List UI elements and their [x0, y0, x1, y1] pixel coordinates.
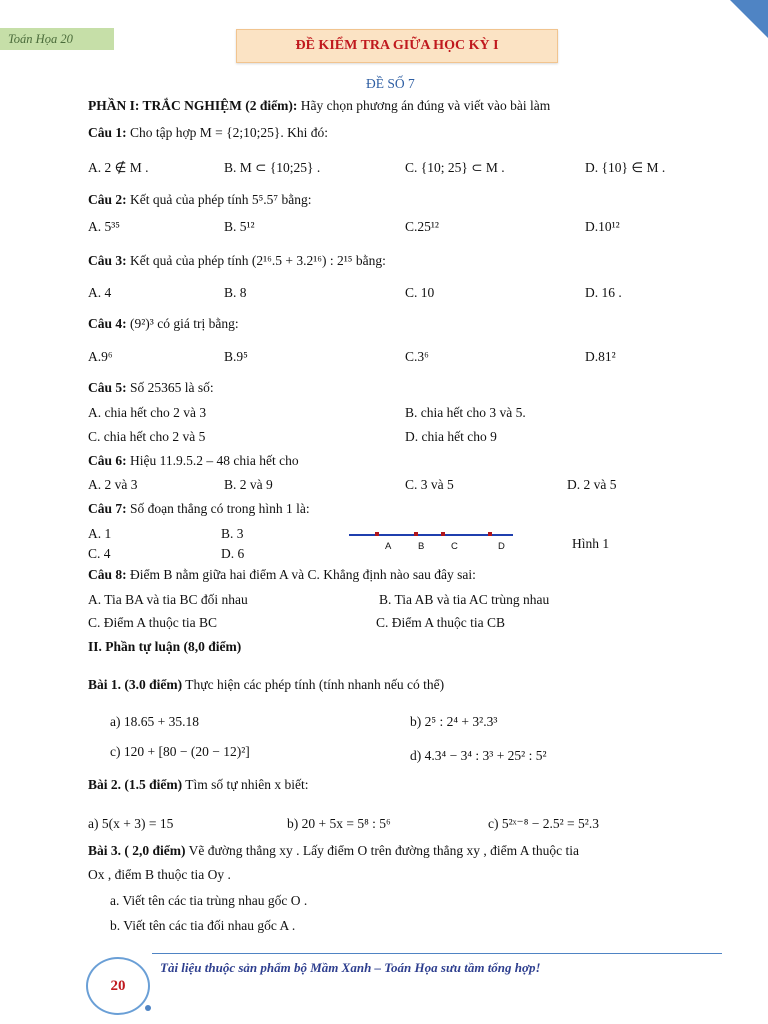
- q5-option-d: D. chia hết cho 9: [405, 429, 497, 444]
- question-4: Câu 4: (9²)³ có giá trị bằng:: [88, 316, 239, 331]
- q7-option-b: B. 3: [221, 526, 244, 541]
- q2-option-b: B. 5¹²: [224, 219, 255, 234]
- point-d-label: D: [498, 541, 505, 552]
- q7-option-d: D. 6: [221, 546, 245, 561]
- q7-option-c: C. 4: [88, 546, 111, 561]
- exam-number: ĐỀ SỐ 7: [366, 76, 415, 91]
- bai1-heading: Bài 1. (3.0 điểm) Thực hiện các phép tính (tính nhanh nếu có thể): [88, 677, 445, 692]
- page-number: 20: [86, 957, 150, 1015]
- bai1-b: b) 2⁵ : 2⁴ + 3².3³: [410, 714, 498, 729]
- q4-option-c: C.3⁶: [405, 349, 429, 364]
- q2-option-a: A. 5³⁵: [88, 219, 121, 234]
- q5-option-c: C. chia hết cho 2 và 5: [88, 429, 206, 444]
- q5-option-a: A. chia hết cho 2 và 3: [88, 405, 207, 420]
- q4-option-a: A.9⁶: [88, 349, 113, 364]
- question-8: Câu 8: Điểm B nằm giữa hai điểm A và C. Khẳng định nào sau đây sai:: [88, 567, 476, 582]
- q3-option-b: B. 8: [224, 285, 247, 300]
- bai2-b: b) 20 + 5x = 5⁸ : 5⁶: [287, 816, 391, 831]
- point-c-marker: [441, 532, 445, 536]
- footer-dot: [145, 1005, 151, 1011]
- q7-option-a: A. 1: [88, 526, 112, 541]
- point-c-label: C: [451, 541, 458, 552]
- point-d-marker: [488, 532, 492, 536]
- q6-option-c: C. 3 và 5: [405, 477, 454, 492]
- bai1-d: d) 4.3⁴ − 3⁴ : 3³ + 25² : 5²: [410, 748, 547, 763]
- q6-option-a: A. 2 và 3: [88, 477, 138, 492]
- q6-option-d: D. 2 và 5: [567, 477, 617, 492]
- q8-option-a: A. Tia BA và tia BC đối nhau: [88, 592, 248, 607]
- brand-tab: Toán Họa 20: [0, 28, 114, 50]
- bai1-c: c) 120 + [80 − (20 − 12)²]: [110, 744, 250, 759]
- bai3-heading: Bài 3. ( 2,0 điểm) Vẽ đường thẳng xy . Lấy điểm O trên đường thẳng xy , điểm A thuộc tia: [88, 843, 579, 858]
- q1-option-c: C. {10; 25} ⊂ M .: [405, 160, 505, 175]
- bai3-line2: Ox , điểm B thuộc tia Oy .: [88, 867, 231, 882]
- question-6: Câu 6: Hiệu 11.9.5.2 – 48 chia hết cho: [88, 453, 299, 468]
- bai1-a: a) 18.65 + 35.18: [110, 714, 199, 729]
- q2-option-c: C.25¹²: [405, 219, 439, 234]
- question-7: Câu 7: Số đoạn thẳng có trong hình 1 là:: [88, 501, 310, 516]
- question-5: Câu 5: Số 25365 là số:: [88, 380, 214, 395]
- q1-option-a: A. 2 ∉ M .: [88, 160, 149, 175]
- q6-option-b: B. 2 và 9: [224, 477, 273, 492]
- q8-option-d: C. Điểm A thuộc tia CB: [376, 615, 506, 630]
- q3-option-a: A. 4: [88, 285, 112, 300]
- q2-option-d: D.10¹²: [585, 219, 620, 234]
- bai3-a: a. Viết tên các tia trùng nhau gốc O .: [110, 893, 308, 908]
- q1-option-b: B. M ⊂ {10;25} .: [224, 160, 321, 175]
- point-a-marker: [375, 532, 379, 536]
- corner-decoration: [730, 0, 768, 38]
- point-b-label: B: [418, 541, 425, 552]
- footer-divider: [152, 953, 722, 954]
- q4-option-d: D.81²: [585, 349, 616, 364]
- q8-option-b: B. Tia AB và tia AC trùng nhau: [379, 592, 550, 607]
- q5-option-b: B. chia hết cho 3 và 5.: [405, 405, 526, 420]
- footer-text: Tài liệu thuộc sản phẩm bộ Mầm Xanh – Toán Họa sưu tầm tổng hợp!: [160, 960, 541, 975]
- question-1: Câu 1: Cho tập hợp M = {2;10;25}. Khi đó:: [88, 125, 328, 140]
- exam-title: ĐỀ KIỂM TRA GIỮA HỌC KỲ I: [236, 29, 558, 63]
- point-b-marker: [414, 532, 418, 536]
- part1-heading: PHẦN I: TRẮC NGHIỆM (2 điểm): Hãy chọn phương án đúng và viết vào bài làm: [88, 98, 551, 113]
- question-2: Câu 2: Kết quả của phép tính 5⁵.5⁷ bằng:: [88, 192, 312, 207]
- bai3-b: b. Viết tên các tia đối nhau gốc A .: [110, 918, 296, 933]
- q3-option-c: C. 10: [405, 285, 435, 300]
- q3-option-d: D. 16 .: [585, 285, 622, 300]
- q8-option-c: C. Điểm A thuộc tia BC: [88, 615, 218, 630]
- bai2-heading: Bài 2. (1.5 điểm) Tìm số tự nhiên x biết:: [88, 777, 309, 792]
- q4-option-b: B.9⁵: [224, 349, 248, 364]
- bai2-c: c) 5²ˣ⁻⁸ − 2.5² = 5².3: [488, 816, 599, 831]
- part2-heading: II. Phần tự luận (8,0 điểm): [88, 639, 242, 654]
- point-a-label: A: [385, 541, 392, 552]
- figure-1-caption: Hình 1: [572, 536, 610, 551]
- bai2-a: a) 5(x + 3) = 15: [88, 816, 174, 831]
- question-3: Câu 3: Kết quả của phép tính (2¹⁶.5 + 3.2¹⁶) : 2¹⁵ bằng:: [88, 253, 386, 268]
- q1-option-d: D. {10} ∈ M .: [585, 160, 666, 175]
